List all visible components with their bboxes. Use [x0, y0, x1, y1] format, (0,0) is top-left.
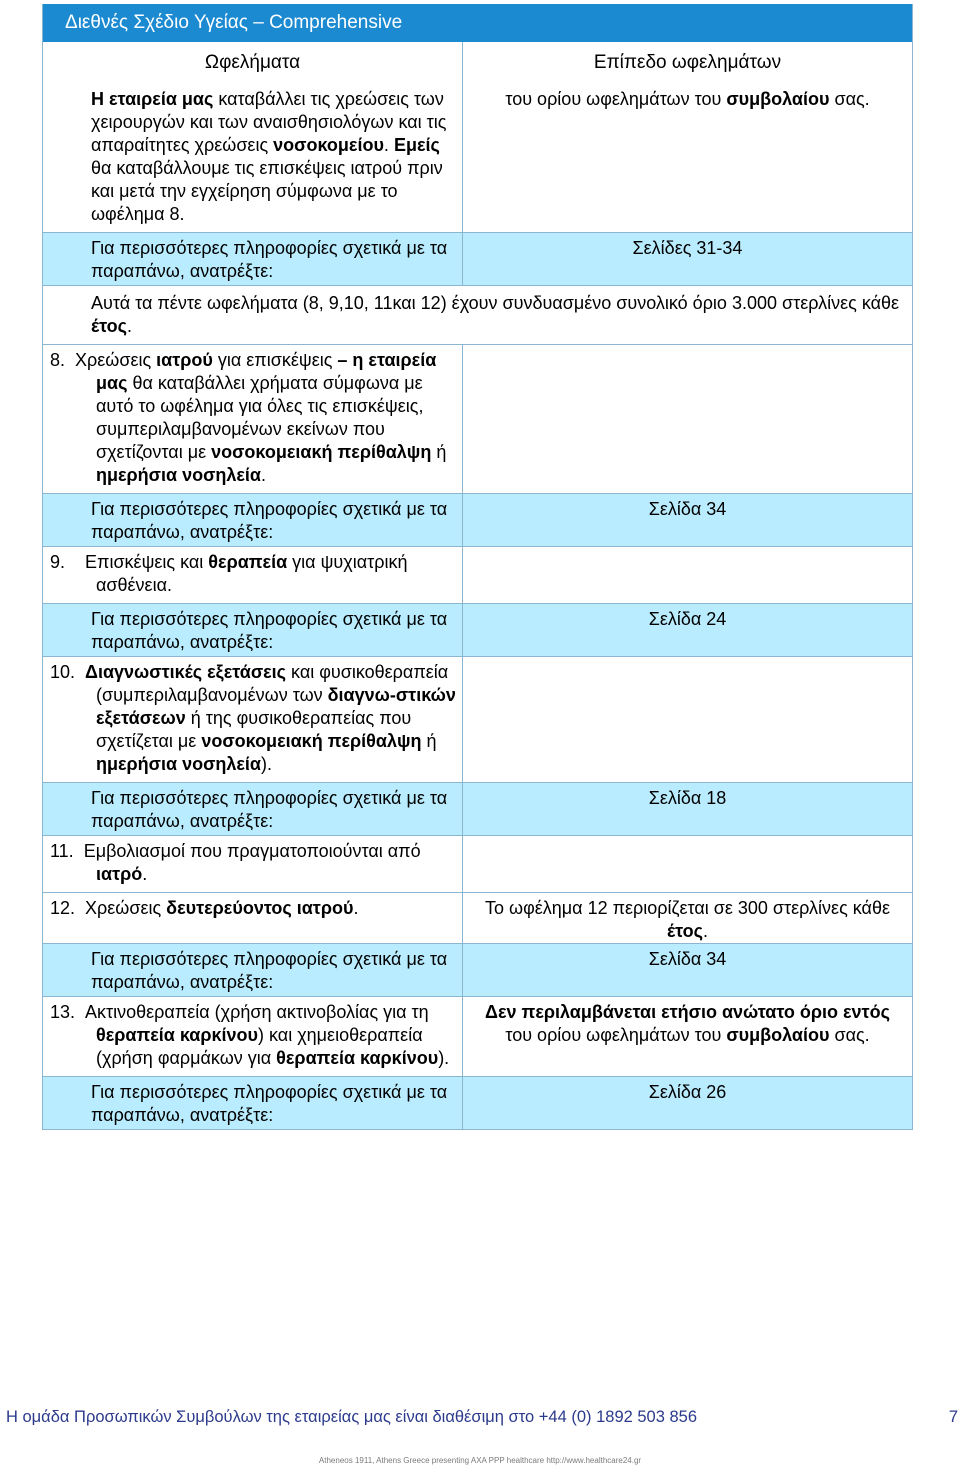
benefit-level: Δεν περιλαμβάνεται ετήσιο ανώτατο όριο εντός του ορίου ωφελημάτων του συμβολαίου σας. [485, 1002, 890, 1045]
benefit-row [43, 835, 912, 892]
reference-page: Σελίδα 34 [648, 949, 727, 969]
reference-page: Σελίδες 31-34 [632, 238, 743, 258]
benefit-description: 9. Επισκέψεις και θεραπεία για ψυχιατρική ασθένεια. [43, 547, 463, 603]
reference-row [43, 782, 912, 835]
combined-limit-text: Αυτά τα πέντε ωφελήματα (8, 9,10, 11και 12) έχουν συνδυασμένο συνολικό όριο 3.000 στερλίνες κάθε έτος. [91, 293, 900, 336]
benefit-row [43, 892, 912, 943]
reference-label: Για περισσότερες πληροφορίες σχετικά με τα παραπάνω, ανατρέξτε: [43, 783, 463, 835]
benefit-row [43, 344, 912, 493]
reference-row [43, 232, 912, 285]
benefit-level [463, 657, 912, 782]
footer [6, 1408, 958, 1427]
benefit-description: Η εταιρεία μας καταβάλλει τις χρεώσεις των χειρουργών και των αναισθησιολόγων και τις απαραίτητες χρεώσεις νοσοκομείου. Εμείς θα καταβάλλουμε τις επισκέψεις ιατρού πριν και μετά την εγχείρηση σύμφωνα με το ωφέλημα 8. [43, 84, 463, 232]
reference-row [43, 603, 912, 656]
table-header [43, 42, 912, 84]
benefit-row [43, 656, 912, 782]
benefit-description: 12. Χρεώσεις δευτερεύοντος ιατρού. [43, 893, 463, 943]
header-benefits: Ωφελήματα [43, 42, 463, 84]
reference-page: Σελίδα 24 [648, 609, 727, 629]
benefit-row [43, 84, 912, 232]
header-level: Επίπεδο ωφελημάτων [593, 52, 782, 73]
reference-page: Σελίδα 18 [648, 788, 727, 808]
page-number: 7 [948, 1408, 958, 1426]
reference-label: Για περισσότερες πληροφορίες σχετικά με τα παραπάνω, ανατρέξτε: [43, 233, 463, 285]
reference-row [43, 943, 912, 996]
reference-row [43, 1076, 912, 1129]
benefit-row [43, 546, 912, 603]
plan-title: Διεθνές Σχέδιο Υγείας – Comprehensive [43, 4, 912, 42]
benefits-table [42, 4, 913, 1130]
reference-label: Για περισσότερες πληροφορίες σχετικά με τα παραπάνω, ανατρέξτε: [43, 604, 463, 656]
benefit-description: 11. Εμβολιασμοί που πραγματοποιούνται από ιατρό. [43, 836, 463, 892]
reference-label: Για περισσότερες πληροφορίες σχετικά με τα παραπάνω, ανατρέξτε: [43, 1077, 463, 1129]
benefit-description: 8. Χρεώσεις ιατρού για επισκέψεις – η εταιρεία μας θα καταβάλλει χρήματα σύμφωνα με αυτό το ωφέλημα για όλες τις επισκέψεις, συμπεριλαμβανομένων εκείνων που σχετίζονται με νοσοκομειακή περίθαλψη ή ημερήσια νοσηλεία. [43, 345, 463, 493]
footer-contact: Η ομάδα Προσωπικών Συμβούλων της εταιρείας μας είναι διαθέσιμη στο +44 (0) 1892 503 856 [6, 1408, 698, 1426]
reference-label: Για περισσότερες πληροφορίες σχετικά με τα παραπάνω, ανατρέξτε: [43, 944, 463, 996]
benefit-level: του ορίου ωφελημάτων του συμβολαίου σας. [505, 89, 870, 109]
reference-page: Σελίδα 26 [648, 1082, 727, 1102]
benefit-row [43, 996, 912, 1076]
benefit-description: 13. Ακτινοθεραπεία (χρήση ακτινοβολίας για τη θεραπεία καρκίνου) και χημειοθεραπεία (χρήση φαρμάκων για θεραπεία καρκίνου). [43, 997, 463, 1076]
reference-label: Για περισσότερες πληροφορίες σχετικά με τα παραπάνω, ανατρέξτε: [43, 494, 463, 546]
benefit-level [463, 547, 912, 603]
credit-line: Atheneos 1911, Athens Greece presenting AXA PPP healthcare http://www.healthcare24.gr [318, 1456, 642, 1465]
benefit-level: Το ωφέλημα 12 περιορίζεται σε 300 στερλίνες κάθε έτος. [485, 898, 890, 941]
combined-limit-note [43, 285, 912, 344]
benefit-level [463, 836, 912, 892]
benefit-description: 10. Διαγνωστικές εξετάσεις και φυσικοθεραπεία (συμπεριλαμβανομένων των διαγνω-στικών εξετάσεων ή της φυσικοθεραπείας που σχετίζεται με νοσοκομειακή περίθαλψη ή ημερήσια νοσηλεία). [43, 657, 463, 782]
reference-page: Σελίδα 34 [648, 499, 727, 519]
benefit-level [463, 345, 912, 493]
reference-row [43, 493, 912, 546]
